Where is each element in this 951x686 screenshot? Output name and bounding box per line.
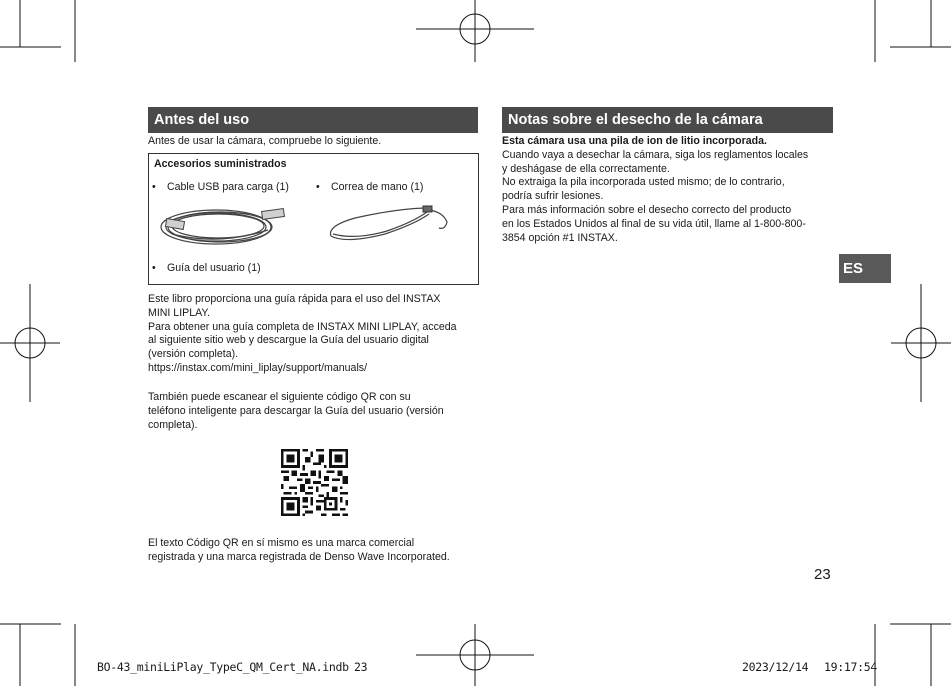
- page-number: 23: [814, 566, 831, 583]
- qr-line: También puede escanear el siguiente código QR con su: [148, 391, 411, 403]
- accessory-usb-cable-label: Cable USB para carga (1): [167, 181, 289, 193]
- accessory-item: • Cable USB para carga (1): [152, 181, 289, 193]
- guide-paragraph: [148, 293, 457, 376]
- disposal-line: 3854 opción #1 INSTAX.: [502, 231, 618, 244]
- disposal-line: Para más información sobre el desecho correcto del producto: [502, 203, 792, 216]
- disposal-line: Cuando vaya a desechar la cámara, siga los reglamentos locales: [502, 148, 809, 161]
- intro-text: Antes de usar la cámara, compruebe lo siguiente.: [148, 135, 382, 147]
- footer-file-page: 23: [354, 660, 368, 674]
- disposal-line: en los Estados Unidos al final de su vida útil, llame al 1-800-800-: [502, 217, 806, 230]
- accessory-item: • Correa de mano (1): [316, 181, 424, 193]
- disposal-line: y deshágase de ella correctamente.: [502, 162, 670, 175]
- accessories-title: Accesorios suministrados: [154, 158, 287, 170]
- section-header-before-use: Antes del uso: [148, 107, 478, 133]
- guide-line: (versión completa).: [148, 348, 239, 361]
- accessory-item: • Guía del usuario (1): [152, 262, 261, 274]
- qr-trademark-note: [148, 537, 450, 565]
- qr-code: [281, 449, 348, 516]
- guide-line: Este libro proporciona una guía rápida para el uso del INSTAX: [148, 293, 441, 305]
- guide-line: Para obtener una guía completa de INSTAX MINI LIPLAY, acceda: [148, 320, 457, 333]
- hand-strap-illustration: [325, 204, 451, 246]
- trademark-line: El texto Código QR en sí mismo es una marca comercial: [148, 537, 415, 549]
- accessory-user-guide-label: Guía del usuario (1): [167, 262, 261, 274]
- section-header-disposal: Notas sobre el desecho de la cámara: [502, 107, 833, 133]
- qr-line: completa).: [148, 418, 198, 431]
- qr-line: teléfono inteligente para descargar la Guía del usuario (versión: [148, 404, 444, 417]
- qr-instructions: [148, 391, 444, 432]
- guide-line: MINI LIPLAY.: [148, 306, 211, 319]
- footer-date: 2023/12/14: [742, 660, 809, 674]
- footer-time: 19:17:54: [824, 660, 877, 674]
- trademark-line: registrada y una marca registrada de Denso Wave Incorporated.: [148, 550, 450, 563]
- language-tab: ES: [839, 254, 891, 283]
- disposal-line: podría sufrir lesiones.: [502, 190, 604, 203]
- usb-cable-illustration: [158, 200, 294, 250]
- battery-warning-bold: Esta cámara usa una pila de ion de litio incorporada.: [502, 135, 767, 147]
- accessories-box: [148, 153, 479, 285]
- accessory-hand-strap-label: Correa de mano (1): [331, 181, 424, 193]
- manuals-url: https://instax.com/mini_liplay/support/manuals/: [148, 361, 368, 374]
- footer-filename: BO-43_miniLiPlay_TypeC_QM_Cert_NA.indb: [97, 660, 349, 674]
- guide-line: al siguiente sitio web y descargue la Guía del usuario digital: [148, 334, 429, 347]
- disposal-paragraph: [502, 135, 808, 245]
- disposal-line: No extraiga la pila incorporada usted mismo; de lo contrario,: [502, 176, 785, 189]
